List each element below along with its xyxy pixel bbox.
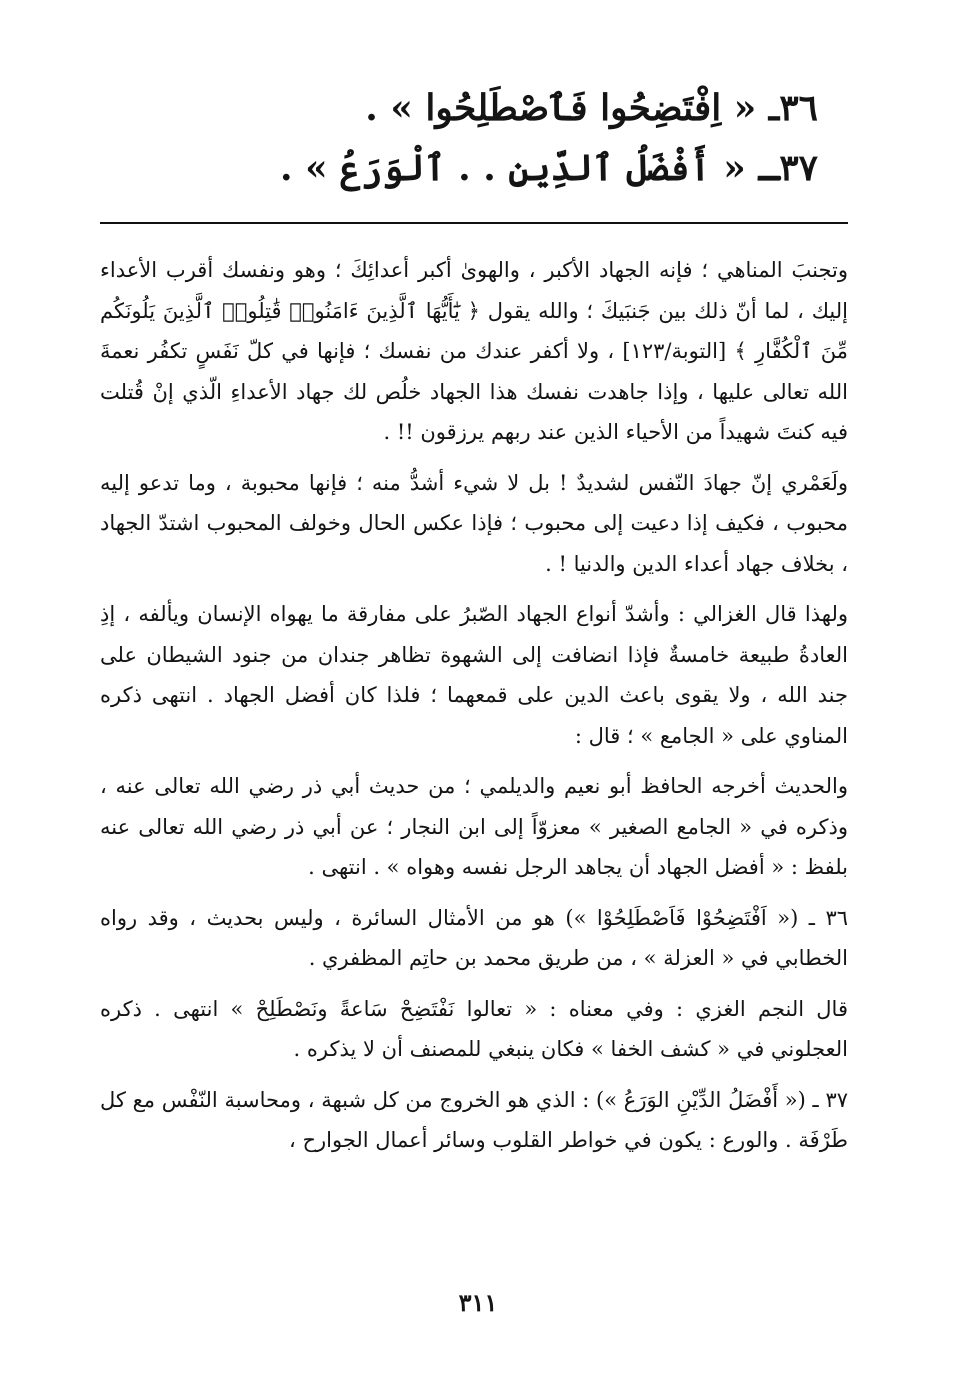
- section-divider: [100, 222, 848, 224]
- commentary-block: [100, 250, 848, 1171]
- commentary-paragraph: وتجنبَ المناهي ؛ فإنه الجهاد الأكبر ، والهوىٰ أكبر أعدائِكَ ؛ وهو ونفسك أقرب الأعداء إليك ، لما أنّ ذلك بين جَنبَيكَ ؛ والله يقول ﴿ يَٰٓأَيُّهَا ٱلَّذِينَ ءَامَنُوا۟ قَٰتِلُوا۟ ٱلَّذِينَ يَلُونَكُم مِّنَ ٱلْكُفَّارِ ﴾ [التوبة/١٢٣] ، ولا أكفر عندك من نفسك ؛ فإنها في كلّ نَفَسٍ تكفُر نعمةَ الله تعالى عليها ، وإذا جاهدت نفسك هذا الجهاد خلُص لك جهاد الأعداءِ الّذي إنْ قُتلت فيه كنتَ شهيداً من الأحياء الذين عند ربهم يرزقون !! .: [100, 258, 848, 444]
- commentary-paragraph: ٣٦ ـ (« اَفْتَضِحُوْا فَاَصْطَلِحُوْا ») هو من الأمثال السائرة ، وليس بحديث ، وقد رواه الخطابي في « العزلة » ، من طريق محمد بن حاتِم المظفري .: [100, 905, 848, 970]
- page-number: ٣١١: [458, 1288, 498, 1317]
- hadith-36: ٣٦ـ « اِفْتَضِحُوا فَٱصْطَلِحُوا » .: [365, 87, 818, 129]
- commentary-paragraph: ولَعَمْري إنّ جهادَ النّفس لشديدٌ ! بل لا شيء أشدُّ منه ؛ فإنها محبوبة ، وما تدعو إليه محبوب ، فكيف إذا دعيت إلى محبوب ؛ فإذا عكس الحال وخولف المحبوب اشتدّ الجهاد ، بخلاف جهاد أعداء الدين والدنيا ! .: [100, 470, 848, 576]
- commentary-paragraph: قال النجم الغزي : وفي معناه : « تعالوا نَفْتَضِحْ سَاعةً ونَصْطَلِحْ » انتهى . ذكره العجلوني في « كشف الخفا » فكان ينبغي للمصنف أن لا يذكره .: [100, 996, 848, 1061]
- hadith-37: ٣٧ـ « أَفْضَلُ ٱلدِّينِ . . ٱلْوَرَعُ » .: [280, 147, 818, 189]
- commentary-paragraph: والحديث أخرجه الحافظ أبو نعيم والديلمي ؛ من حديث أبي ذر رضي الله تعالى عنه ، وذكره في « الجامع الصغير » معزوّاً إلى ابن النجار ؛ عن أبي ذر رضي الله تعالى عنه بلفظ : « أفضل الجهاد أن يجاهد الرجل نفسه وهواه » . انتهى .: [100, 774, 848, 879]
- commentary-paragraph: ٣٧ ـ (« أَفْضَلُ الدِّيْنِ الوَرَعُ ») : الذي هو الخروج من كل شبهة ، ومحاسبة النّفْس مع كل طَرْفَة . والورع : يكون في خواطر القلوب وسائر أعمال الجوارح ،: [100, 1087, 848, 1152]
- commentary-paragraph: ولهذا قال الغزالي : وأشدّ أنواع الجهاد الصّبرُ على مفارقة ما يهواه الإنسان ويألفه ، إذِ العادةُ طبيعة خامسةٌ فإذا انضافت إلى الشهوة تظاهر جندان من جنود الشيطان على جند الله ، ولا يقوى باعث الدين على قمعهما ؛ فلذا كان أفضل الجهاد . انتهى ذكره المناوي على « الجامع » ؛ قال :: [100, 602, 848, 748]
- hadith-text-block: [98, 78, 818, 198]
